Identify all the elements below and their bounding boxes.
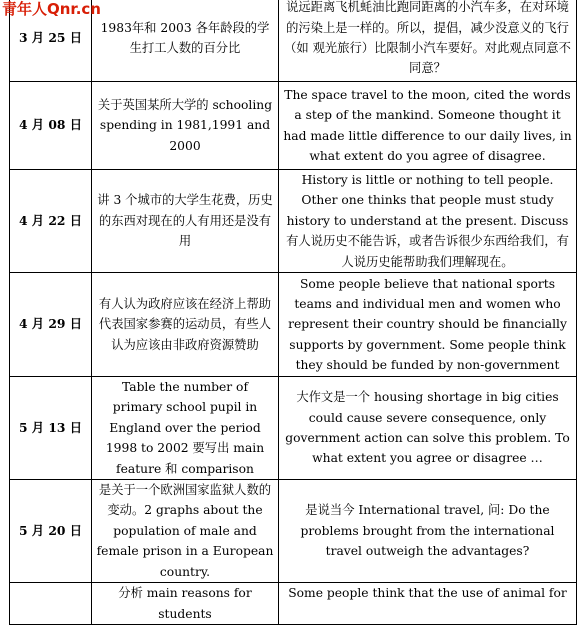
row-prompt: 是说当今 International travel, 问: Do the problems brought from the international travel outweigh the advantages?	[279, 480, 577, 583]
table-row	[10, 273, 577, 377]
row-topic-text: 分析 main reasons for students	[118, 586, 252, 621]
row-topic: 1983年和 2003 各年龄段的学生打工人数的百分比	[92, 0, 279, 82]
row-date: 3 月 25 日	[10, 0, 92, 82]
row-prompt: 说远距离飞机蚝油比跑同距离的小汽车多，在对环境的污染上是一样的。所以，提倡，减少没意义的飞行（如 观光旅行）比限制小汽车要好。对此观点同意不同意？	[279, 0, 577, 82]
row-prompt: History is little or nothing to tell people. Other one thinks that people must study history to understand at the present. Discuss 有人说历史不能告诉，或者告诉很少东西给我们，有人说历史能帮助我们理解现在。	[279, 170, 577, 273]
table-row	[10, 480, 577, 583]
row-date	[10, 583, 92, 625]
table-row	[10, 170, 577, 273]
row-topic: 是关于一个欧洲国家监狱人数的变动。2 graphs about the population of male and female prison in a European country.	[92, 480, 279, 583]
row-date: 4 月 29 日	[10, 273, 92, 377]
row-prompt-text: Some people think that the use of animal for	[288, 586, 567, 601]
row-topic: 关于英国某所大学的 schooling spending in 1981,1991 and 2000	[92, 82, 279, 170]
row-date: 4 月 22 日	[10, 170, 92, 273]
row-topic: 讲 3 个城市的大学生花费，历史的东西对现在的人有用还是没有用	[92, 170, 279, 273]
table-row	[10, 82, 577, 170]
row-prompt: The space travel to the moon, cited the words a step of the mankind. Someone thought it had made little difference to our daily lives, in what extent do you agree of disagree.	[279, 82, 577, 170]
exam-topics-table	[9, 0, 577, 625]
watermark-logo: 青年人Qnr.cn	[2, 0, 101, 18]
row-date: 4 月 08 日	[10, 82, 92, 170]
row-date-text	[14, 583, 87, 624]
row-topic	[92, 583, 279, 625]
table-row	[10, 377, 577, 480]
row-prompt: 大作文是一个 housing shortage in big cities could cause severe consequence, only government action can solve this problem. To what extent you agree or disagree …	[279, 377, 577, 480]
row-prompt	[279, 583, 577, 625]
row-topic: 有人认为政府应该在经济上帮助代表国家参赛的运动员，有些人认为应该由非政府资源赞助	[92, 273, 279, 377]
row-topic: Table the number of primary school pupil in England over the period 1998 to 2002 要写出 main feature 和 comparison	[92, 377, 279, 480]
row-prompt: Some people believe that national sports teams and individual men and women who represent their country should be financially supports by government. Some people think they should be funded by non-government	[279, 273, 577, 377]
table-row	[10, 583, 577, 625]
row-date: 5 月 13 日	[10, 377, 92, 480]
row-date: 5 月 20 日	[10, 480, 92, 583]
